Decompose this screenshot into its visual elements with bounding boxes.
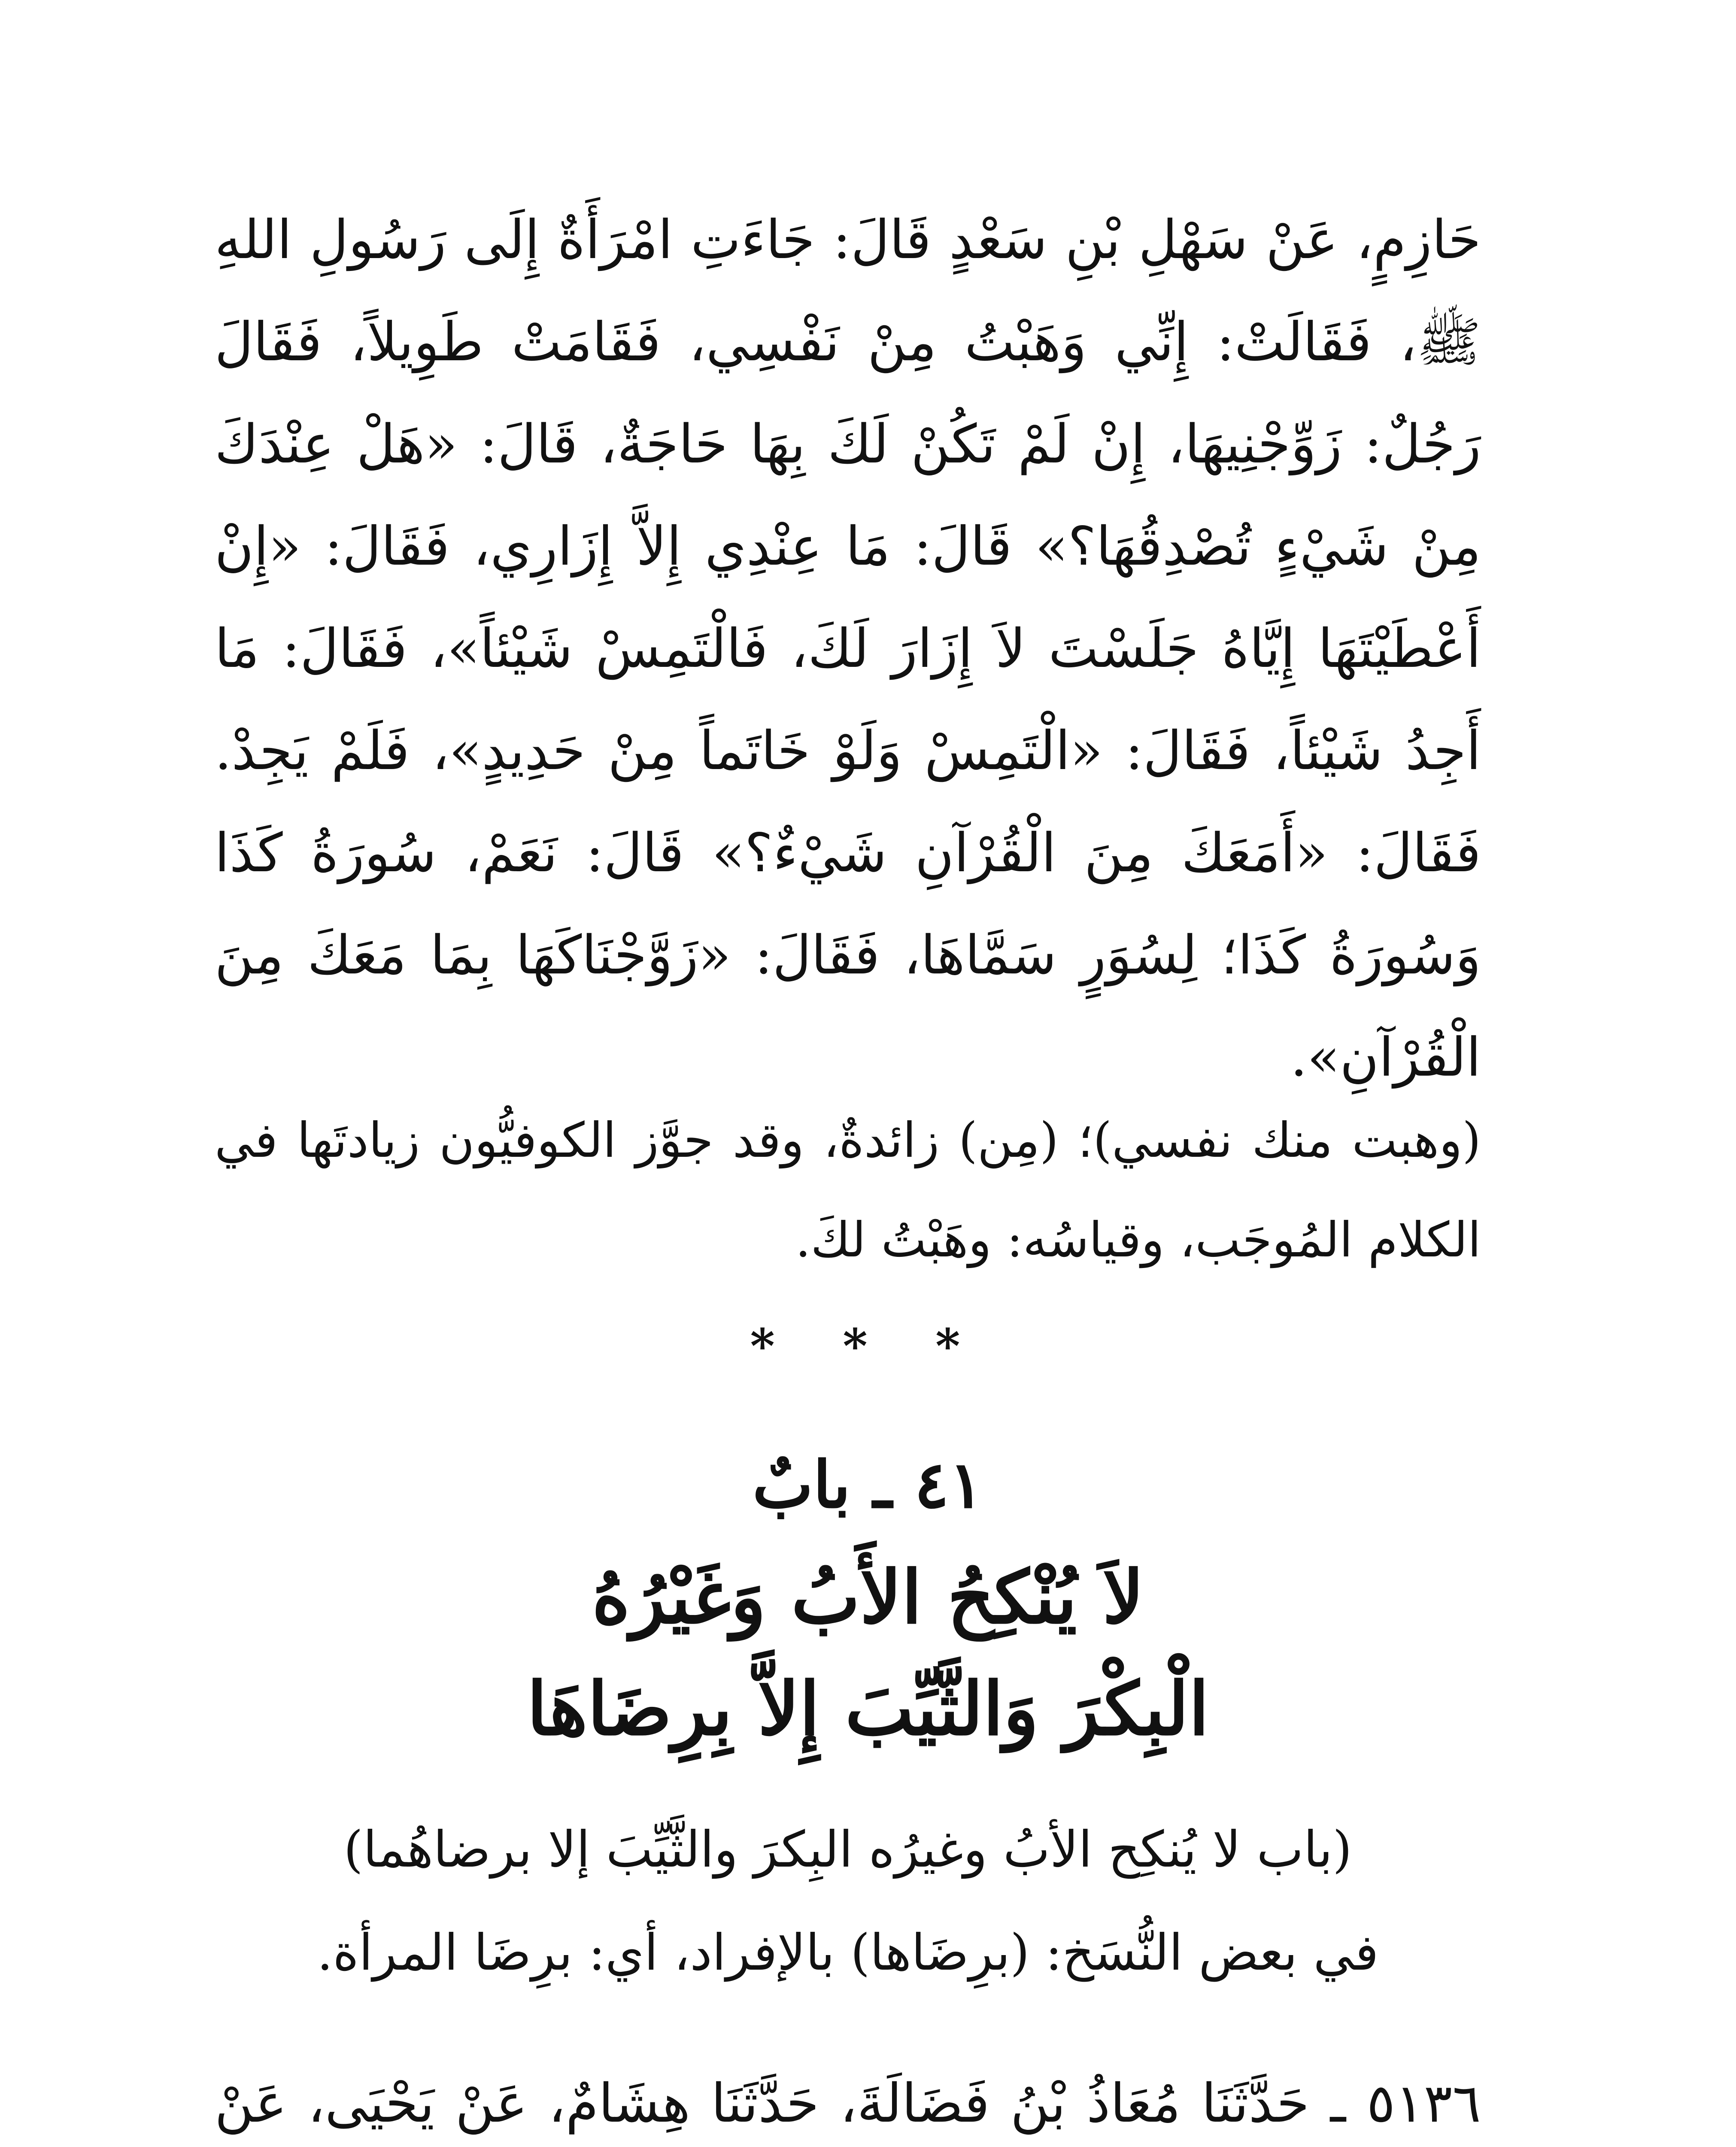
commentary-text: (وهبت منك نفسي)؛ (مِن) زائدةٌ، وقد جوَّز الكوفيُّون زيادتَها في الكلام المُوجَب، وقياسُه: وهَبْتُ لكَ. <box>215 1113 1481 1268</box>
hadith-5136-text: ٥١٣٦ ـ حَدَّثَنَا مُعَاذُ بْنُ فَضَالَةَ، حَدَّثَنَا هِشَامٌ، عَنْ يَحْيَى، عَنْ <box>215 2073 1481 2135</box>
chapter-number: ٤١ ـ بابٌ <box>752 1447 984 1523</box>
section-separator: * * * <box>750 1318 986 1374</box>
chapter-comment-line1: (باب لا يُنكِح الأبُ وغيرُه البِكرَ والثَّيِّبَ إلا برضاهُما) <box>343 1821 1352 1879</box>
hadith-text: حَازِمٍ، عَنْ سَهْلِ بْنِ سَعْدٍ قَالَ: جَاءَتِ امْرَأَةٌ إِلَى رَسُولِ اللهِ ﷺ، فَقَالَتْ: إِنِّي وَهَبْتُ مِنْ نَفْسِي، فَقَامَتْ طَوِيلاً، فَقَالَ رَجُلٌ: زَوِّجْنِيهَا، إِنْ لَمْ تَكُنْ لَكَ بِهَا حَاجَةٌ، قَالَ: «هَلْ عِنْدَكَ مِنْ شَيْءٍ تُصْدِقُهَا؟» قَالَ: مَا عِنْدِي إِلاَّ إِزَارِي، فَقَالَ: «إِنْ أَعْطَيْتَهَا إِيَّاهُ جَلَسْتَ لاَ إِزَارَ لَكَ، فَالْتَمِسْ شَيْئاً»، فَقَالَ: مَا أَجِدُ شَيْئاً، فَقَالَ: «الْتَمِسْ وَلَوْ خَاتَماً مِنْ حَدِيدٍ»، فَلَمْ يَجِدْ. فَقَالَ: «أَمَعَكَ مِنَ الْقُرْآنِ شَيْءٌ؟» قَالَ: نَعَمْ، سُورَةُ كَذَا وَسُورَةُ كَذَا؛ لِسُوَرٍ سَمَّاهَا، فَقَالَ: «زَوَّجْنَاكَهَا بِمَا مَعَكَ مِنَ الْقُرْآنِ». <box>215 209 1481 1089</box>
chapter-title-line1: لاَ يُنْكِحُ الأَبُ وَغَيْرُهُ <box>592 1554 1144 1640</box>
chapter-comment-line2: في بعض النُّسَخ: (برِضَاها) بالإفراد، أي: برِضَا المرأة. <box>317 1924 1379 1982</box>
chapter-title-line2: الْبِكْرَ وَالثَّيِّبَ إِلاَّ بِرِضَاهَا <box>527 1666 1209 1752</box>
